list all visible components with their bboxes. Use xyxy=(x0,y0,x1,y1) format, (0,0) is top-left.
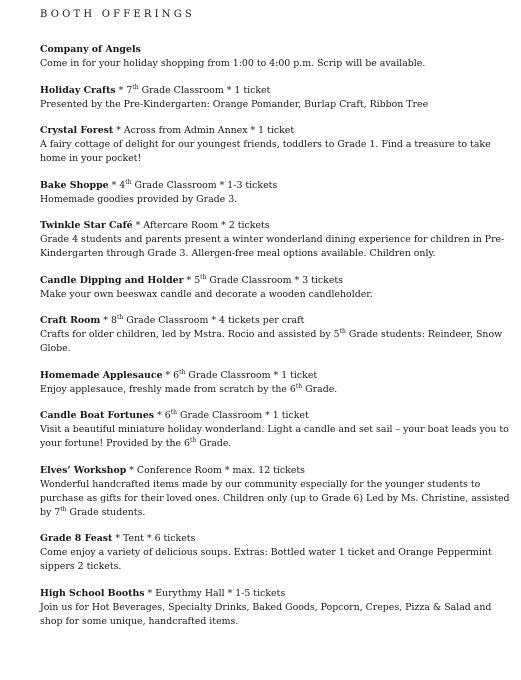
booth-name: Crystal Forest xyxy=(40,125,114,136)
booth-location-tickets: * Tent * 6 tickets xyxy=(112,533,196,544)
booth-title-line xyxy=(40,179,510,193)
booth-entry xyxy=(40,314,510,356)
booth-title-line xyxy=(40,369,510,383)
booth-description: Presented by the Pre-Kindergarten: Orange Pomander, Burlap Craft, Ribbon Tree xyxy=(40,98,429,110)
booth-entry xyxy=(40,409,510,451)
booth-name: Homemade Applesauce xyxy=(40,369,163,381)
booth-description: Visit a beautiful miniature holiday wonderland. Light a candle and set sail – your boat leads you to your fortune! Provided by the 6th Grade. xyxy=(40,424,509,449)
booth-title-line xyxy=(40,532,510,546)
booth-location-tickets: * Across from Admin Annex * 1 ticket xyxy=(113,125,295,136)
booth-description: Wonderful handcrafted items made by our community especially for the younger students to purchase as gifts for their loved ones. Children only (up to Grade 6) Led by Ms. Christine, assisted by 7th Grade students. xyxy=(40,478,510,518)
booth-entry xyxy=(40,464,510,520)
booth-entry xyxy=(40,274,510,302)
booth-location-tickets: * 8th Grade Classroom * 4 tickets per craft xyxy=(100,313,305,326)
booth-location-tickets: * Eurythmy Hall * 1-5 tickets xyxy=(144,587,286,599)
booth-name: Grade 8 Feast xyxy=(40,533,113,544)
booth-name: Twinkle Star Café xyxy=(40,220,133,231)
booth-description: Enjoy applesauce, freshly made from scratch by the 6th Grade. xyxy=(40,382,338,395)
booth-title-line xyxy=(40,464,510,478)
booth-title-line xyxy=(40,587,510,601)
booth-name: Candle Dipping and Holder xyxy=(40,274,184,286)
booth-entry xyxy=(40,43,510,71)
booth-description: A fairy cottage of delight for our youngest friends, toddlers to Grade 1. Find a treasure to take home in your pocket! xyxy=(40,139,491,164)
booth-name: Holiday Crafts xyxy=(40,84,116,96)
booth-entry xyxy=(40,179,510,207)
booth-title-line xyxy=(40,314,510,328)
booth-description: Make your own beeswax candle and decorate a wooden candleholder. xyxy=(40,288,373,300)
booth-description: Come in for your holiday shopping from 1:00 to 4:00 p.m. Scrip will be available. xyxy=(40,58,426,69)
booth-location-tickets: * 4th Grade Classroom * 1-3 tickets xyxy=(108,178,278,191)
booth-location-tickets: * Conference Room * max. 12 tickets xyxy=(126,464,305,476)
booth-location-tickets: * Aftercare Room * 2 tickets xyxy=(132,220,270,231)
booth-title-line xyxy=(40,43,510,57)
booth-name: Company of Angels xyxy=(40,44,141,55)
booth-entry xyxy=(40,219,510,261)
booth-name: Elves’ Workshop xyxy=(40,464,127,476)
booth-location-tickets: * 5th Grade Classroom * 3 tickets xyxy=(183,273,343,286)
booth-title-line xyxy=(40,274,510,288)
booth-description: Homemade goodies provided by Grade 3. xyxy=(40,193,238,205)
booth-entry xyxy=(40,587,510,629)
booth-description: Grade 4 students and parents present a winter wonderland dining experience for children in Pre-Kindergarten through Grade 3. Allergen-free meal options available. Children only. xyxy=(40,234,505,259)
booth-entry xyxy=(40,84,510,112)
booth-description: Crafts for older children, led by Mstra. Rocio and assisted by 5th Grade students: Reindeer, Snow Globe. xyxy=(40,327,503,354)
booth-title-line xyxy=(40,124,510,138)
booth-description: Come enjoy a variety of delicious soups. Extras: Bottled water 1 ticket and Orange Peppermint sippers 2 tickets. xyxy=(40,547,492,572)
booth-location-tickets: * 6th Grade Classroom * 1 ticket xyxy=(162,368,318,381)
booth-name: Bake Shoppe xyxy=(40,179,109,191)
booth-entry xyxy=(40,369,510,397)
booth-description: Join us for Hot Beverages, Specialty Drinks, Baked Goods, Popcorn, Crepes, Pizza & Salad and shop for some unique, handcrafted items. xyxy=(40,601,492,627)
booth-name: High School Booths xyxy=(40,587,145,599)
booth-title-line xyxy=(40,219,510,233)
booth-name: Candle Boat Fortunes xyxy=(40,410,155,421)
booth-entry xyxy=(40,124,510,166)
booth-entry xyxy=(40,532,510,574)
booth-location-tickets: * 7th Grade Classroom * 1 ticket xyxy=(115,83,271,96)
page-heading: BOOTH OFFERINGS xyxy=(40,9,195,20)
booth-title-line xyxy=(40,409,510,423)
document-page xyxy=(40,8,510,641)
booth-title-line xyxy=(40,84,510,98)
booth-list xyxy=(40,43,510,629)
booth-name: Craft Room xyxy=(40,315,101,326)
booth-location-tickets: * 6th Grade Classroom * 1 ticket xyxy=(154,408,309,421)
